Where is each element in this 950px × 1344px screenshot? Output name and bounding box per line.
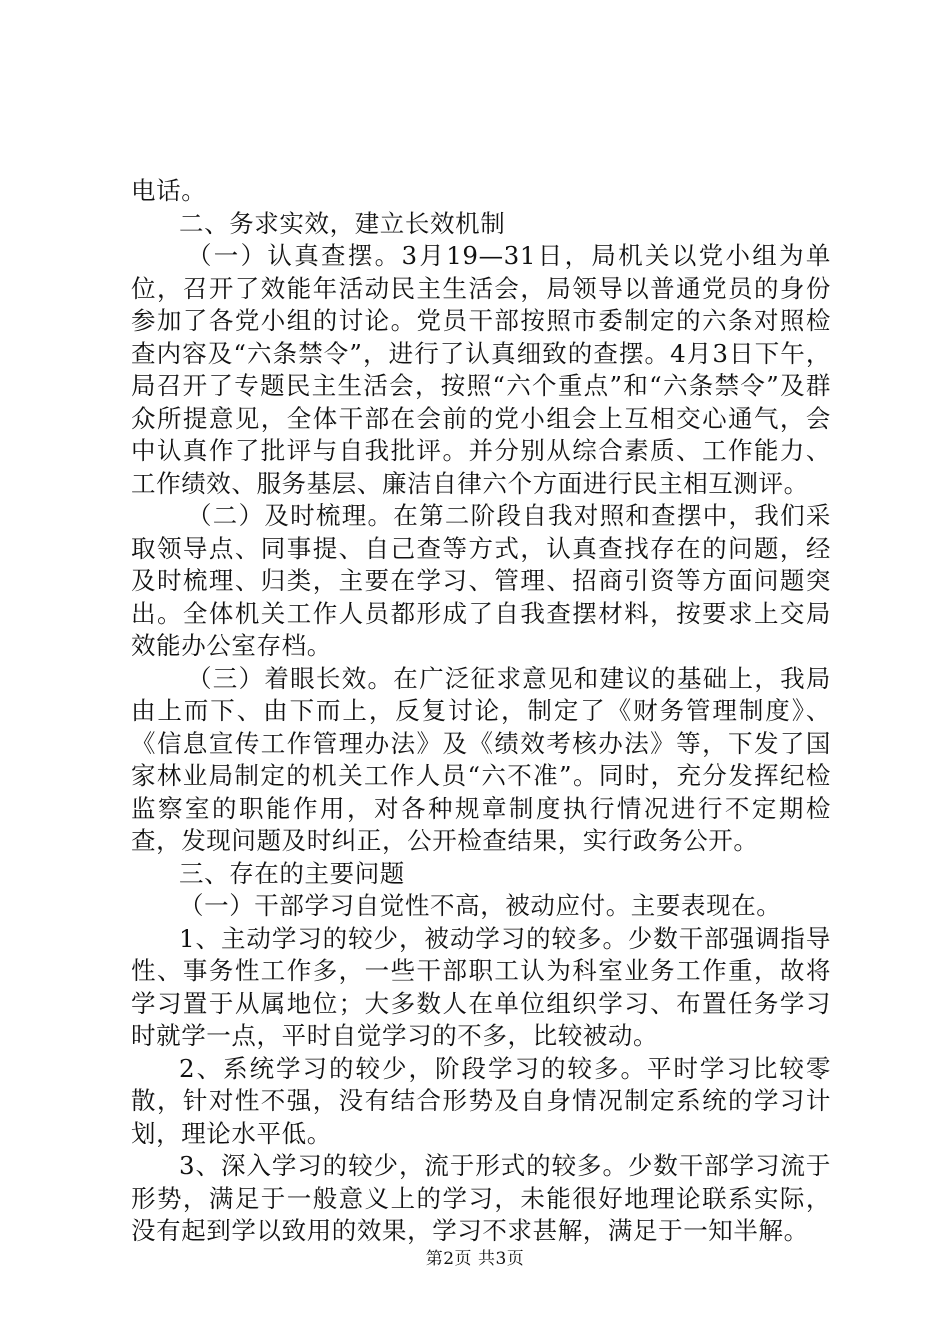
list-item-2: 2、系统学习的较少，阶段学习的较多。平时学习比较零散，针对性不强，没有结合形势及自身情况制定系统的学习计划，理论水平低。 — [131, 1053, 831, 1148]
paragraph-continuation: 电话。 — [131, 176, 207, 205]
list-item-1: 1、主动学习的较少，被动学习的较多。少数干部强调指导性、事务性工作多，一些干部职工认为科室业务工作重，故将学习置于从属地位；大多数人在单位组织学习、布置任务学习时就学一点，平时自觉学习的不多，比较被动。 — [131, 923, 831, 1050]
section-heading-2: 二、务求实效，建立长效机制 — [179, 208, 506, 238]
section-heading-3: 三、存在的主要问题 — [179, 858, 405, 888]
paragraph-sorting: （二）及时梳理。在第二阶段自我对照和查摆中，我们采取领导点、同事提、自己查等方式，认真查找存在的问题，经及时梳理、归类，主要在学习、管理、招商引资等方面问题突出。全体机关工作人员都形成了自我查摆材料，按要求上交局效能办公室存档。 — [131, 501, 831, 660]
subheading-study: （一）干部学习自觉性不高，被动应付。主要表现在。 — [179, 891, 782, 920]
paragraph-long-term: （三）着眼长效。在广泛征求意见和建议的基础上，我局由上而下、由下而上，反复讨论，制定了《财务管理制度》、《信息宣传工作管理办法》及《绩效考核办法》等，下发了国家林业局制定的机关工作人员“六不准”。同时，充分发挥纪检监察室的职能作用，对各种规章制度执行情况进行不定期检查，发现问题及时纠正，公开检查结果，实行政务公开。 — [131, 663, 831, 855]
paragraph-review: （一）认真查摆。3月19—31日，局机关以党小组为单位，召开了效能年活动民主生活会，局领导以普通党员的身份参加了各党小组的讨论。党员干部按照市委制定的六条对照检查内容及“六条禁令”，进行了认真细致的查摆。4月3日下午，局召开了专题民主生活会，按照“六个重点”和“六条禁令”及群众所提意见，全体干部在会前的党小组会上互相交心通气，会中认真作了批评与自我批评。并分别从综合素质、工作能力、工作绩效、服务基层、廉洁自律六个方面进行民主相互测评。 — [131, 241, 831, 498]
list-item-3: 3、深入学习的较少，流于形式的较多。少数干部学习流于形势，满足于一般意义上的学习，未能很好地理论联系实际，没有起到学以致用的效果，学习不求甚解，满足于一知半解。 — [131, 1151, 831, 1245]
document-body — [131, 175, 831, 1248]
page-footer: 第2页 共3页 — [425, 1249, 525, 1269]
